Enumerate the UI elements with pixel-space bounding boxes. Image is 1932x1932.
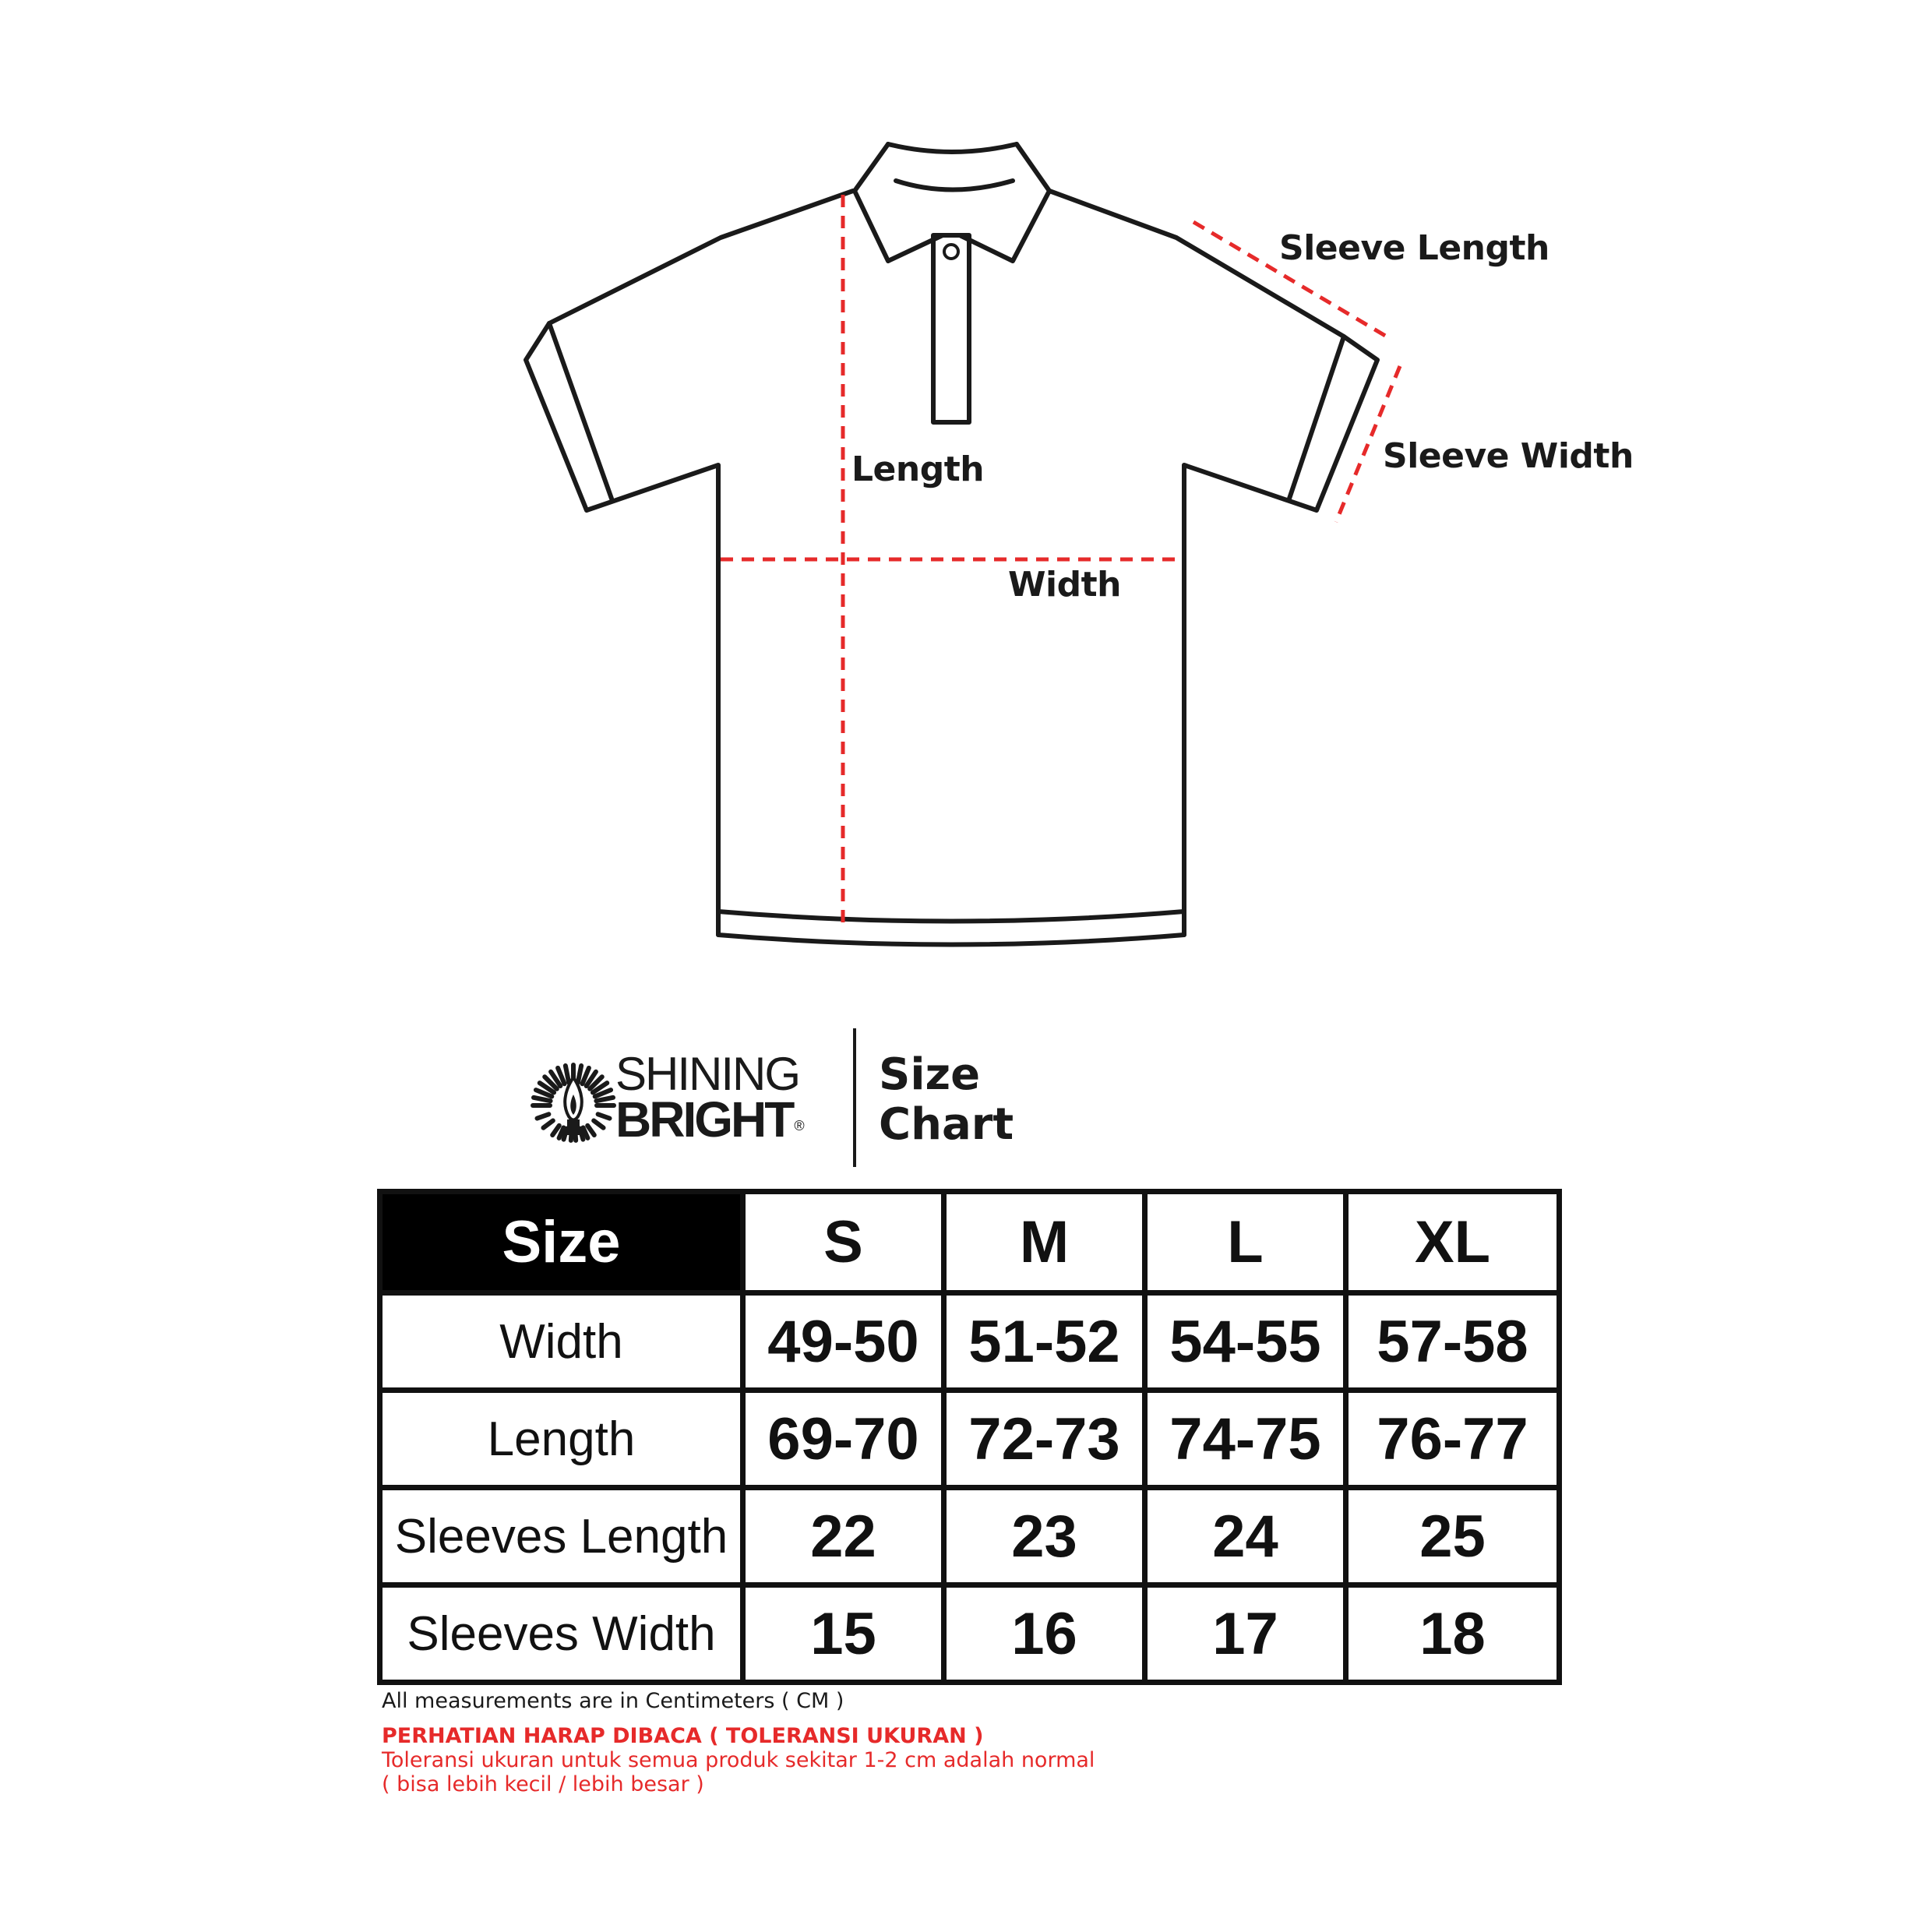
right-sleeve-cuff	[1289, 337, 1344, 499]
cell-width-l: 54-55	[1145, 1293, 1346, 1391]
table-row-length	[380, 1391, 1560, 1488]
cell-sleeves-width-s: 15	[743, 1585, 944, 1683]
sun-ray	[566, 1066, 569, 1083]
table-header-row	[380, 1192, 1560, 1293]
logo-wordmark-shining: SHINING	[615, 1048, 800, 1100]
notes	[382, 1689, 1095, 1796]
shirt-placket	[933, 235, 969, 422]
cell-length-s: 69-70	[743, 1391, 944, 1488]
shirt-hem-band	[718, 911, 1184, 922]
row-label-width: Width	[380, 1293, 743, 1391]
sun-ray	[594, 1121, 603, 1128]
row-label-length: Length	[380, 1391, 743, 1488]
table-row-sleeves-width	[380, 1585, 1560, 1683]
collar-left	[855, 144, 943, 261]
brand-logo	[530, 1048, 857, 1149]
left-sleeve-cuff	[549, 323, 612, 499]
shirt-hem	[718, 935, 1184, 945]
logo-divider	[853, 1028, 856, 1167]
cell-width-m: 51-52	[944, 1293, 1145, 1391]
table-row-width	[380, 1293, 1560, 1391]
size-chart-title	[879, 1050, 1014, 1150]
button-icon	[944, 245, 958, 259]
logo-wordmark-bright-text: BRIGHT	[615, 1091, 793, 1148]
cell-length-m: 72-73	[944, 1391, 1145, 1488]
size-chart-title-line1: Size	[879, 1049, 981, 1100]
sun-ray	[538, 1114, 549, 1118]
cell-sleeves-length-s: 22	[743, 1488, 944, 1585]
tolerance-title: PERHATIAN HARAP DIBACA ( TOLERANSI UKURAN )	[382, 1724, 984, 1748]
sun-ray	[596, 1098, 613, 1101]
length-label: Length	[851, 450, 985, 489]
table-corner-size: Size	[380, 1192, 743, 1293]
tolerance-line-2: ( bisa lebih kecil / lebih besar )	[382, 1772, 704, 1796]
size-header-m: M	[944, 1192, 1145, 1293]
measurement-lines	[721, 195, 1400, 931]
row-label-sleeves-width: Sleeves Width	[380, 1585, 743, 1683]
size-header-xl: XL	[1346, 1192, 1560, 1293]
sleeve-length-label: Sleeve Length	[1279, 228, 1549, 268]
sun-ray	[552, 1126, 559, 1135]
cell-sleeves-width-l: 17	[1145, 1585, 1346, 1683]
logo-wordmark-bright	[615, 1091, 805, 1148]
tolerance-line-1: Toleransi ukuran untuk semua produk sekitar 1-2 cm adalah normal	[382, 1748, 1095, 1772]
cell-sleeves-length-l: 24	[1145, 1488, 1346, 1585]
polo-shirt-outline	[526, 144, 1377, 945]
sun-ray	[598, 1114, 610, 1118]
sun-ray	[534, 1098, 551, 1101]
row-label-sleeves-length: Sleeves Length	[380, 1488, 743, 1585]
cell-width-s: 49-50	[743, 1293, 944, 1391]
collar-back	[896, 181, 1013, 190]
candle-flame-sunburst-icon	[530, 1048, 617, 1149]
cell-length-l: 74-75	[1145, 1391, 1346, 1488]
registered-mark: ®	[794, 1118, 805, 1133]
cell-width-xl: 57-58	[1346, 1293, 1560, 1391]
size-chart-title-line2: Chart	[879, 1099, 1014, 1150]
width-label: Width	[1008, 565, 1121, 605]
cell-sleeves-width-xl: 18	[1346, 1585, 1560, 1683]
collar-right	[960, 144, 1049, 261]
size-table	[377, 1189, 1562, 1685]
collar-top	[888, 144, 1017, 152]
shirt-left-outline	[526, 191, 853, 935]
sun-ray	[578, 1066, 581, 1083]
sun-ray	[543, 1121, 552, 1128]
size-header-l: L	[1145, 1192, 1346, 1293]
size-header-s: S	[743, 1192, 944, 1293]
sleeve-width-label: Sleeve Width	[1383, 436, 1634, 476]
table-row-sleeves-length	[380, 1488, 1560, 1585]
sun-ray	[587, 1126, 594, 1135]
cell-sleeves-width-m: 16	[944, 1585, 1145, 1683]
cell-sleeves-length-m: 23	[944, 1488, 1145, 1585]
unit-note: All measurements are in Centimeters ( CM )	[382, 1689, 844, 1713]
cell-sleeves-length-xl: 25	[1346, 1488, 1560, 1585]
cell-length-xl: 76-77	[1346, 1391, 1560, 1488]
